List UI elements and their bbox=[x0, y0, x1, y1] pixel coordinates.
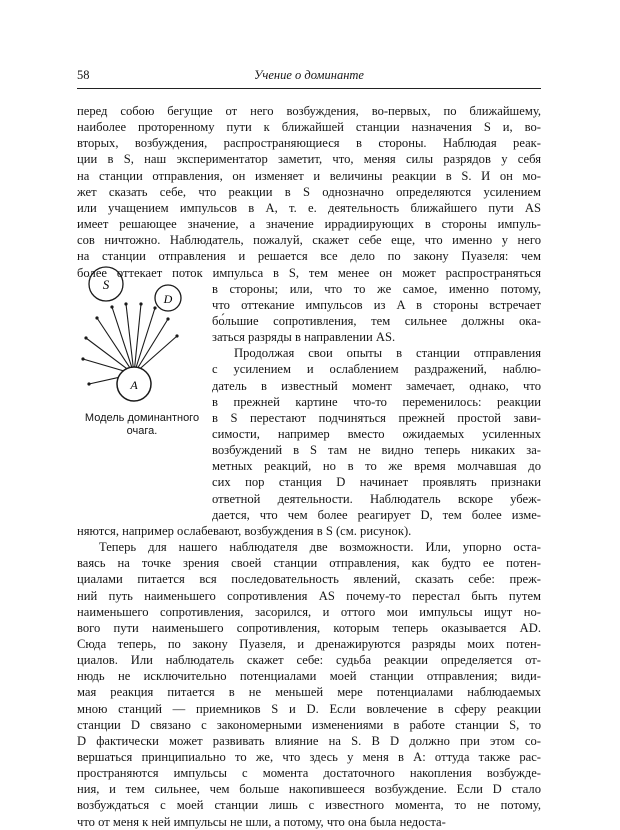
text-line: в стороны; или, что то же самое, именно потому, bbox=[212, 282, 541, 296]
caption-line: очага. bbox=[126, 425, 158, 437]
text-line: более оттекает поток импульса в S, тем менее он может распространяться bbox=[77, 266, 541, 280]
text-line: в S перестают подчиняться прежней простой зави- bbox=[212, 411, 541, 425]
text-line: циалами питается вся последовательность явлений, сказать себе: преж- bbox=[77, 572, 541, 586]
text-line: имеет решающее значение, а значение иррадиирующих в стороны импуль- bbox=[77, 217, 541, 231]
text-line: заться разряды в направлении AS. bbox=[212, 330, 396, 344]
station-a-label: A bbox=[130, 378, 138, 392]
station-s-label: S bbox=[102, 277, 110, 292]
text-line: ответной деятельности. Наблюдатель вскоре убеж- bbox=[212, 492, 541, 506]
text-line: на станции отправления, он изменяет и величины реакции в S. И он мо- bbox=[77, 169, 541, 183]
station-d-label: D bbox=[163, 292, 173, 306]
text-line: или учащением импульсов в A, т. е. деятельность ближайшего пути AS bbox=[77, 201, 541, 215]
text-line: D фактически может развивать влияние на S. В D должно при этом со- bbox=[77, 734, 541, 748]
text-line: ваясь на точке зрения своей станции отправления, как будто ее потен- bbox=[77, 556, 541, 570]
text-line: мною станций — приемников S и D. Если вовлечение в сферу реакции bbox=[77, 702, 541, 716]
text-line: пространяются импульсы с момента достаточного накопления возбужде- bbox=[77, 766, 541, 780]
text-line: Сюда теперь, по закону Пуазеля, и дренажируются разряды моих потен- bbox=[77, 637, 541, 651]
text-line: перед собою бегущие от него возбуждения, во-первых, по ближайшему, bbox=[77, 104, 541, 118]
text-line: наименьшего сопротивления, засорился, и оттого мои импульсы ищут но- bbox=[77, 605, 541, 619]
text-line: Продолжая свои опыты в станции отправления bbox=[234, 346, 541, 360]
text-line: возбуждений в S там не видно теперь никаких за- bbox=[212, 443, 541, 457]
text-line: метных реакций, но в то же время молчавшая до bbox=[212, 459, 541, 473]
text-line: ния, и тем сильнее, чем больше накопившееся возбуждение. Если D стало bbox=[77, 782, 541, 796]
page-number: 58 bbox=[77, 68, 90, 82]
text-line: ний путь наименьшего сопротивления AS почему-то перестал быть путем bbox=[77, 589, 541, 603]
text-line: бо́льшие сопротивления, тем сильнее должны ока- bbox=[212, 314, 541, 328]
text-line: симости, например вместо ожидаемых усиленных bbox=[212, 427, 541, 441]
text-line: нюдь не исключительно потенциалами моей станции отправления; види- bbox=[77, 669, 541, 683]
text-line: станции D связано с закономерными изменениями в работе станции S, то bbox=[77, 718, 541, 732]
text-line: вершаться принципиально то же, что здесь у меня в A: оттуда также рас- bbox=[77, 750, 541, 764]
text-line: возбуждаться с моей станции лишь с известного момента, то не потому, bbox=[77, 798, 541, 812]
text-line: сих пор станция D начинает проявлять признаки bbox=[212, 475, 541, 489]
text-line: на станции отправления и решается все дело по закону Пуазеля: чем bbox=[77, 249, 541, 263]
text-line: что оттекание импульсов из A в стороны встречает bbox=[212, 298, 541, 312]
text-line: сов ничтожно. Наблюдатель, пожалуй, скажет себе еще, что именно у него bbox=[77, 233, 541, 247]
text-line: жет сказать себе, что реакции в S однозначно определяются усилением bbox=[77, 185, 541, 199]
text-line: ции в S, наш экспериментатор заметит, что, меняя силы разрядов у себя bbox=[77, 152, 541, 166]
text-line: дается, что чем более реагирует D, тем более изме- bbox=[212, 508, 541, 522]
text-line: с усилением и ослаблением раздражений, наблю- bbox=[212, 362, 541, 376]
text-line: что от меня к ней импульсы не шли, а потому, что она была недоста- bbox=[77, 815, 446, 829]
text-line: датель в известный момент замечает, однако, что bbox=[212, 379, 541, 393]
text-line: мая реакция питается в не меньшей мере потенциалами наблюдаемых bbox=[77, 685, 541, 699]
text-line: наиболее проторенному пути к ближайшей станции назначения S и, во- bbox=[77, 120, 541, 134]
running-title: Учение о доминанте bbox=[254, 68, 364, 82]
text-line: в прежней картине что-то переменилось: реакции bbox=[212, 395, 541, 409]
caption-line: Модель доминантного bbox=[84, 412, 200, 424]
text-line: няются, например ослабевают, возбуждения в S (см. рисунок). bbox=[77, 524, 412, 538]
text-line: Теперь для нашего наблюдателя две возможности. Или, упорно оста- bbox=[99, 540, 541, 554]
text-line: вторых, возбуждения, распространяющиеся в стороны. Наблюдая реак- bbox=[77, 136, 541, 150]
text-line: вого пути наименьшего сопротивления, которым теперь оказывается AD. bbox=[77, 621, 541, 635]
text-line: циалов. Или наблюдатель скажет себе: судьба реакции определяется от- bbox=[77, 653, 541, 667]
